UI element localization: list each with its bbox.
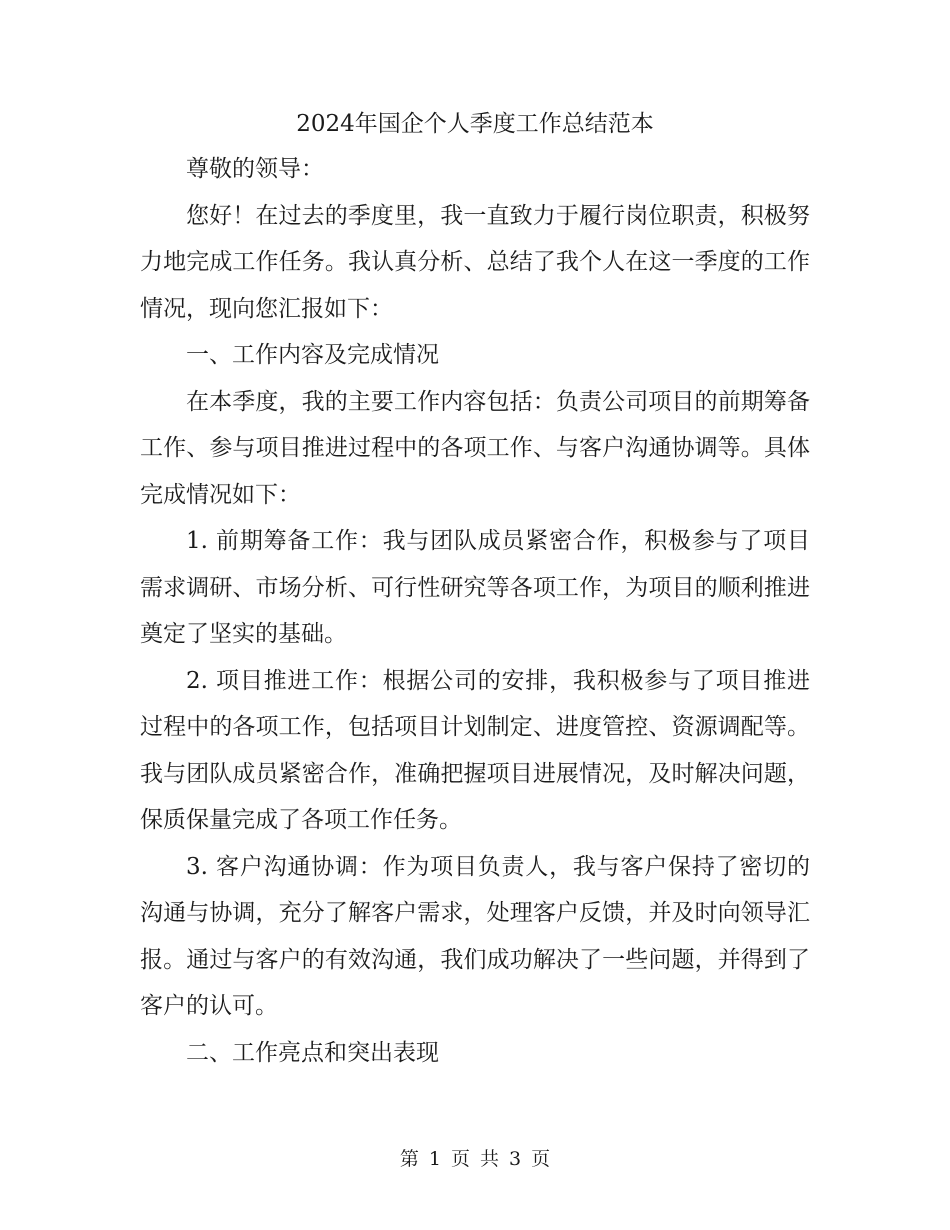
paragraph-work-content: 在本季度，我的主要工作内容包括：负责公司项目的前期筹备工作、参与项目推进过程中的各项工作、与客户沟通协调等。具体完成情况如下：: [140, 388, 810, 508]
section-heading-2: 二、工作亮点和突出表现: [186, 1039, 439, 1066]
salutation: 尊敬的领导：: [186, 156, 324, 182]
document-title: 2024年国企个人季度工作总结范本: [296, 111, 654, 137]
paragraph-item-1: 1. 前期筹备工作：我与团队成员紧密合作，积极参与了项目需求调研、市场分析、可行性研究等各项工作，为项目的顺利推进奠定了坚实的基础。: [140, 528, 810, 647]
section-heading-1: 一、工作内容及完成情况: [186, 342, 439, 368]
paragraph-greeting: 您好！在过去的季度里，我一直致力于履行岗位职责，积极努力地完成工作任务。我认真分析、总结了我个人在这一季度的工作情况，现向您汇报如下：: [140, 202, 810, 322]
paragraph-item-3: 3. 客户沟通协调：作为项目负责人，我与客户保持了密切的沟通与协调，充分了解客户需求，处理客户反馈，并及时向领导汇报。通过与客户的有效沟通，我们成功解决了一些问题，并得到了客户的认可。: [140, 853, 810, 1019]
paragraph-item-2: 2. 项目推进工作：根据公司的安排，我积极参与了项目推进过程中的各项工作，包括项目计划制定、进度管控、资源调配等。我与团队成员紧密合作，准确把握项目进展情况，及时解决问题，保质保量完成了各项工作任务。: [140, 667, 810, 833]
document-body: [140, 146, 810, 1076]
page-number-footer: 第 1 页 共 3 页: [399, 1148, 551, 1170]
